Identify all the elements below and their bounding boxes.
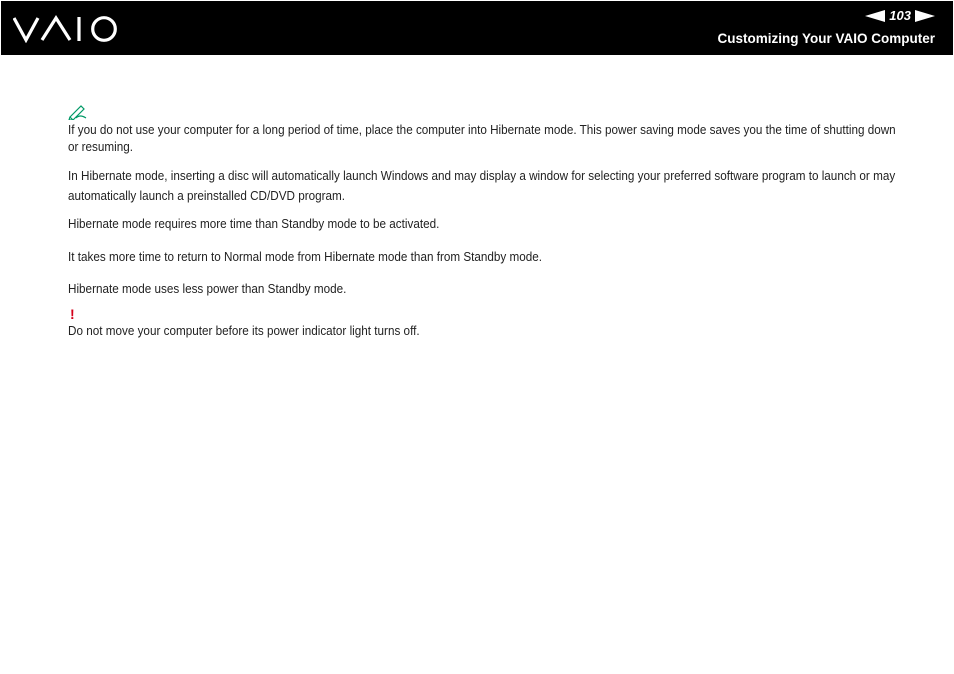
page-navigation	[865, 8, 935, 24]
note-paragraph: It takes more time to return to Normal mode from Hibernate mode than from Standby mode.	[68, 249, 543, 264]
next-page-arrow-icon[interactable]	[915, 10, 935, 22]
pencil-note-icon	[68, 104, 88, 120]
warning-icon: !	[70, 306, 75, 322]
note-paragraph: Hibernate mode uses less power than Standby mode.	[68, 281, 347, 296]
note-paragraph: In Hibernate mode, inserting a disc will automatically launch Windows and may display a window for selecting your preferred software program to launch or may automatically launch a preinstalled CD/DVD program.	[68, 168, 896, 203]
page-number: 103	[889, 8, 911, 23]
page-header	[1, 1, 953, 55]
note-paragraph: If you do not use your computer for a long period of time, place the computer into Hibernate mode. This power saving mode saves you the time of shutting down or resuming.	[68, 122, 896, 154]
vaio-logo	[13, 15, 121, 43]
previous-page-arrow-icon[interactable]	[865, 10, 885, 22]
section-title: Customizing Your VAIO Computer	[717, 31, 935, 46]
warning-text: Do not move your computer before its power indicator light turns off.	[68, 323, 420, 338]
note-paragraph: Hibernate mode requires more time than Standby mode to be activated.	[68, 216, 440, 231]
page-content	[68, 104, 904, 339]
